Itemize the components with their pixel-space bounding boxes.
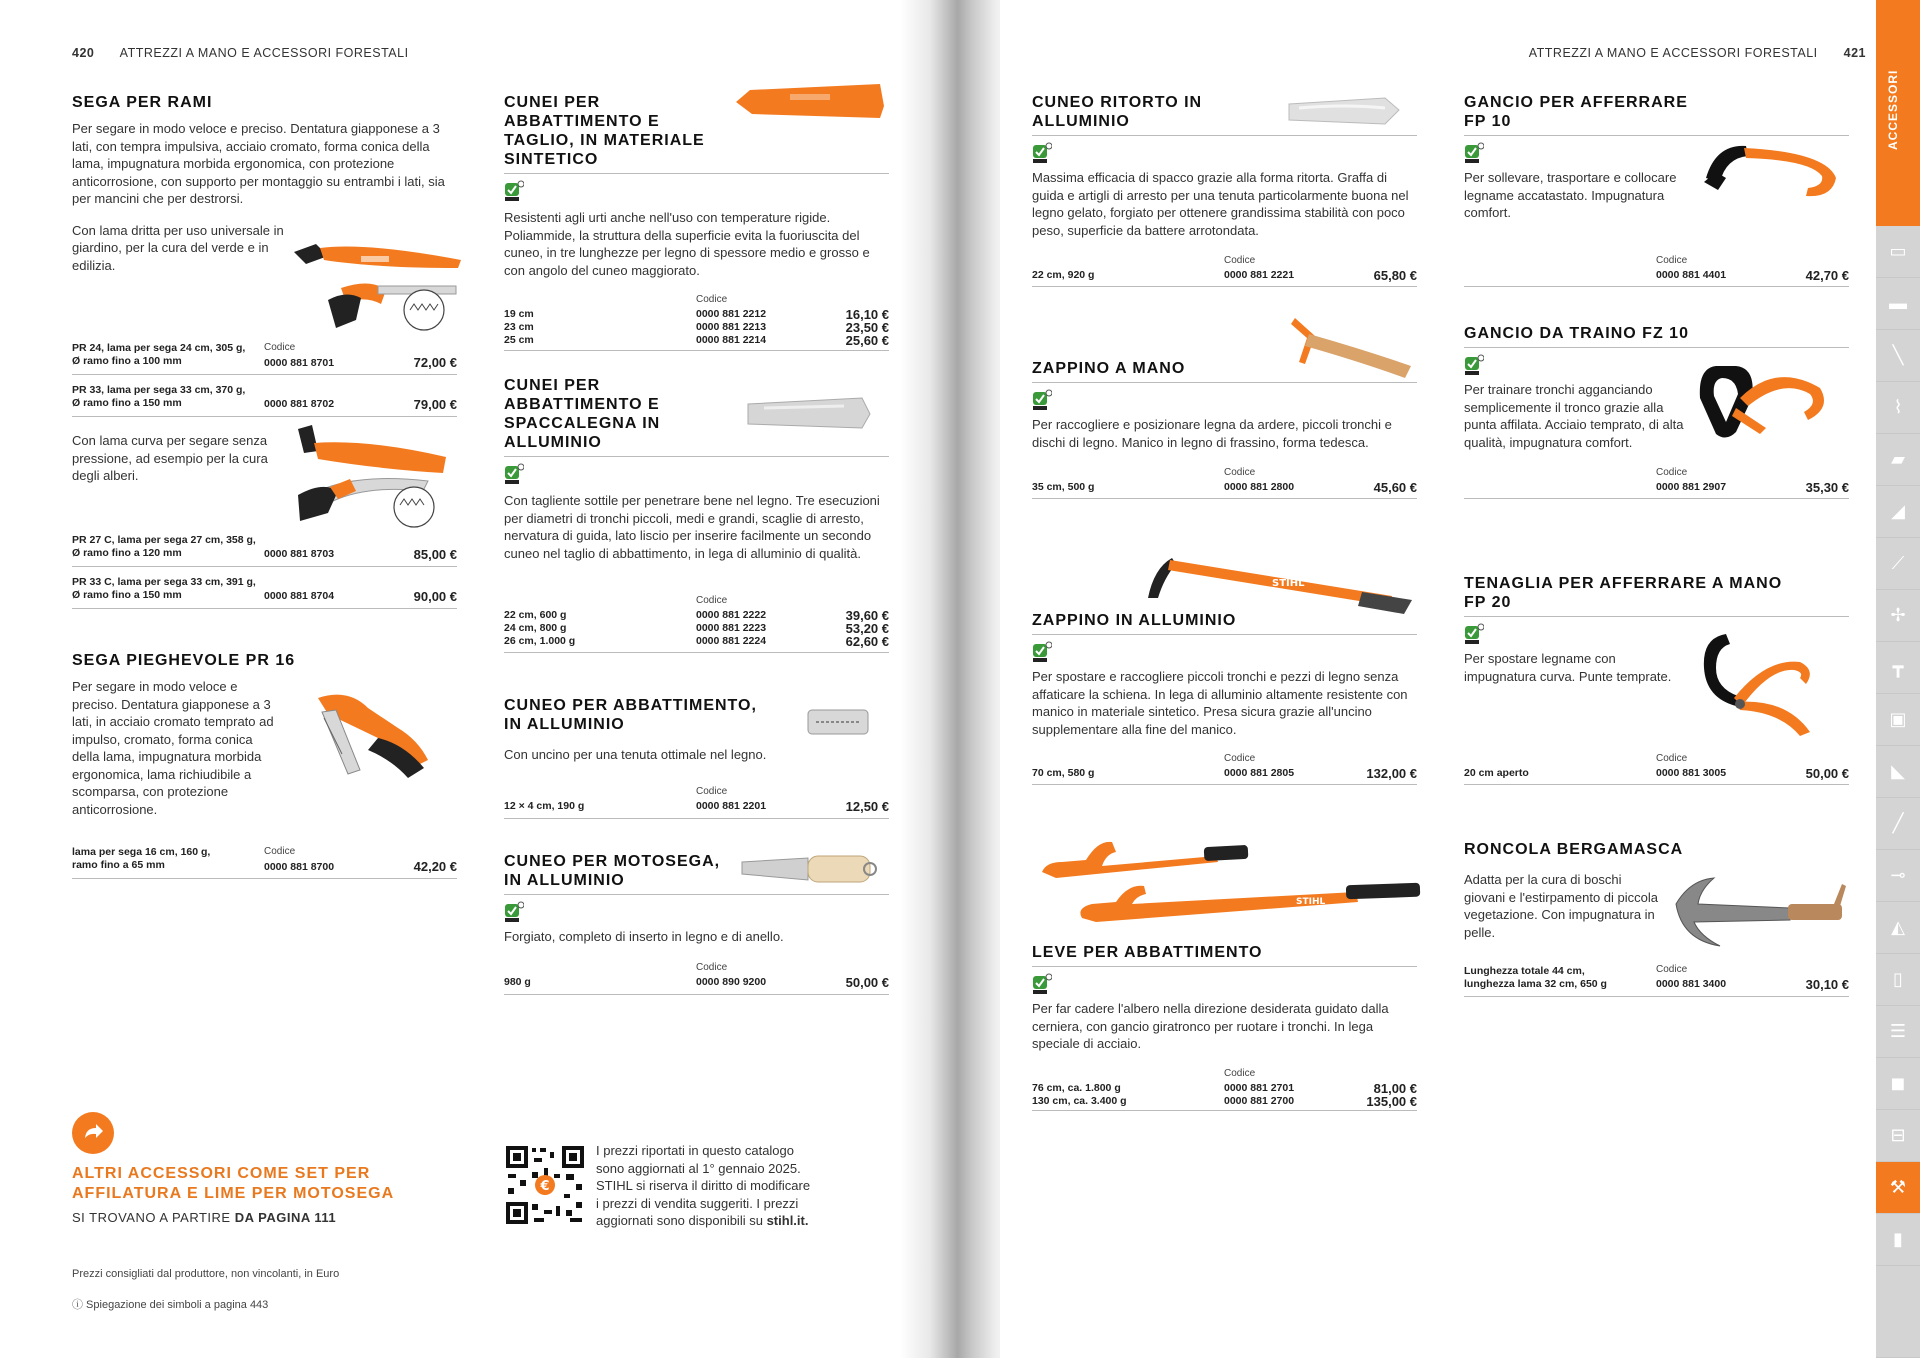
price-rows-cunei-alluminio <box>504 595 889 647</box>
tab-clothing-icon[interactable]: ◼ <box>1876 1058 1920 1110</box>
product-price: 132,00 € <box>1366 766 1417 781</box>
saw-straight-image <box>286 238 466 334</box>
tab-robot-mower-icon[interactable]: ◭ <box>1876 902 1920 954</box>
divider <box>1464 616 1849 617</box>
product-title-line: TENAGLIA PER AFFERRARE A MANO <box>1464 575 1783 592</box>
certification-icon <box>1464 142 1484 164</box>
divider <box>504 173 889 174</box>
tab-vacuum-icon[interactable]: ◣ <box>1876 746 1920 798</box>
footer-note-prices: Prezzi consigliati dal produttore, non vincolanti, in Euro <box>72 1268 340 1280</box>
disclaimer-line: STIHL si riserva il diritto di modificare <box>596 1178 811 1193</box>
price-row-pr33 <box>72 384 457 414</box>
divider <box>1032 784 1417 785</box>
divider <box>72 878 457 879</box>
qr-code[interactable] <box>504 1144 586 1226</box>
product-title-line: CUNEO RITORTO IN <box>1032 94 1203 111</box>
disclaimer-line: sono aggiornati al 1° gennaio 2025. <box>596 1160 801 1176</box>
product-title-line: SPACCALEGNA IN <box>504 415 661 432</box>
tab-pole-pruner-icon[interactable]: ╲ <box>1876 330 1920 382</box>
divider <box>1032 498 1417 499</box>
spec-line: 26 cm, 1.000 g <box>504 635 576 647</box>
code-label: Codice <box>696 595 728 606</box>
product-description: Per sollevare, trasportare e collocare legname accatastato. Impugnatura comfort. <box>1464 170 1677 220</box>
tab-empty <box>1876 1266 1920 1358</box>
product-price: 81,00 € <box>1373 1081 1417 1096</box>
tab-pressure-washer-icon[interactable]: ▣ <box>1876 694 1920 746</box>
lifting-hook-image <box>1696 138 1846 208</box>
product-price: 72,00 € <box>413 355 457 370</box>
code-label: Codice <box>696 786 728 797</box>
product-title: SEGA PIEGHEVOLE PR 16 <box>72 652 296 669</box>
certification-icon <box>504 463 524 485</box>
product-title-line: CUNEO PER MOTOSEGA, <box>504 853 721 870</box>
divider <box>1464 347 1849 348</box>
product-code: 0000 881 8700 <box>264 861 335 873</box>
code-label: Codice <box>264 342 296 353</box>
product-price: 79,00 € <box>413 397 457 412</box>
product-price: 39,60 € <box>845 608 889 623</box>
product-price: 65,80 € <box>1373 268 1417 283</box>
product-price: 12,50 € <box>845 799 889 814</box>
tab-brushcutter-icon[interactable]: ⟋ <box>1876 538 1920 590</box>
aluminium-wedge-image <box>744 394 874 434</box>
divider <box>1032 382 1417 383</box>
product-description: Con tagliente sottile per penetrare bene nel legno. Tre esecuzioni per diametri di tronchi piccoli, medi e grandi, scaglie di arresto, nervatura di guida, lato liscio per inserire facilmente un secondo cuneo nel taglio di abbattimento, in lega di alluminio di qualità. <box>504 493 880 561</box>
spec-line: 22 cm, 920 g <box>1032 269 1095 281</box>
product-price: 85,00 € <box>413 547 457 562</box>
spec-line: 980 g <box>504 976 531 988</box>
price-row-pr27c <box>72 534 457 564</box>
product-title: ZAPPINO IN ALLUMINIO <box>1032 612 1237 629</box>
code-label: Codice <box>1224 255 1256 266</box>
divider <box>504 350 889 351</box>
divider <box>1464 286 1849 287</box>
product-price: 50,00 € <box>845 975 889 990</box>
spec-line: 20 cm aperto <box>1464 767 1529 779</box>
product-description: Adatta per la cura di boschi giovani e l'estirpamento di piccola vegetazione. Con impugnatura in pelle. <box>1464 872 1658 940</box>
product-description: Resistenti agli urti anche nell'uso con temperature rigide. Poliammide, la struttura della superficie evita la fuoriuscita del cuneo, in tre lunghezze per legno di spessore medio e grosso e con angolo del cuneo maggiorato. <box>504 210 870 278</box>
saw-curved-image <box>278 425 458 533</box>
product-description-curved: Con lama curva per segare senza pressione, ad esempio per la cura degli alberi. <box>72 433 268 483</box>
certification-icon <box>504 901 524 923</box>
tab-accessori-label: ACCESSORI <box>1886 69 1900 150</box>
right-page <box>1000 0 1920 1358</box>
product-code: 0000 881 2214 <box>696 334 767 346</box>
product-title-line: CUNEO PER ABBATTIMENTO, <box>504 697 757 714</box>
spec-line: lunghezza lama 32 cm, 650 g <box>1464 978 1607 990</box>
promo-subtitle: SI TROVANO A PARTIRE <box>72 1210 231 1225</box>
price-row-gancio-fz10 <box>1464 467 1849 497</box>
product-price: 42,70 € <box>1805 268 1849 283</box>
product-code: 0000 881 2701 <box>1224 1082 1295 1094</box>
divider <box>1032 286 1417 287</box>
folding-saw-image <box>308 688 438 784</box>
product-title: LEVE PER ABBATTIMENTO <box>1032 944 1263 961</box>
product-code: 0000 881 2805 <box>1224 767 1295 779</box>
product-price: 135,00 € <box>1366 1094 1417 1109</box>
spec-line: Ø ramo fino a 150 mm <box>72 397 182 409</box>
svg-text:STIHL: STIHL <box>1296 897 1326 907</box>
svg-text:STIHL: STIHL <box>1272 578 1305 589</box>
product-title-line: TAGLIO, IN MATERIALE <box>504 132 705 149</box>
product-code: 0000 881 2224 <box>696 635 767 647</box>
price-rows-cunei-sintetico <box>504 294 889 346</box>
chainsaw-wedge-image <box>738 852 878 886</box>
divider <box>1464 135 1849 136</box>
tab-toolbox-icon[interactable]: ⊟ <box>1876 1110 1920 1162</box>
felling-levers-image <box>1036 832 1426 926</box>
section-title-right: ATTREZZI A MANO E ACCESSORI FORESTALI <box>1528 46 1818 60</box>
product-title: RONCOLA BERGAMASCA <box>1464 841 1684 858</box>
tab-blower-icon[interactable]: ✢ <box>1876 590 1920 642</box>
spec-line: 24 cm, 800 g <box>504 622 567 634</box>
price-row-pr24 <box>72 342 457 372</box>
stihl-link[interactable]: stihl.it. <box>766 1213 809 1228</box>
spec-line: lama per sega 16 cm, 160 g, <box>72 846 211 858</box>
price-row-gancio-fp10 <box>1464 255 1849 285</box>
product-code: 0000 881 2700 <box>1224 1095 1295 1107</box>
product-code: 0000 881 2213 <box>696 321 767 333</box>
divider <box>72 374 457 375</box>
divider <box>1464 996 1849 997</box>
product-code: 0000 881 3005 <box>1656 767 1727 779</box>
tab-phone-icon[interactable]: ▯ <box>1876 954 1920 1006</box>
product-title-line: IN ALLUMINIO <box>504 872 625 889</box>
divider <box>1032 966 1417 967</box>
product-price: 30,10 € <box>1805 977 1849 992</box>
divider <box>72 416 457 417</box>
certification-icon <box>1464 623 1484 645</box>
timber-tongs-image <box>1696 628 1826 738</box>
code-label: Codice <box>696 962 728 973</box>
certification-icon <box>1032 973 1052 995</box>
code-label: Codice <box>1656 964 1688 975</box>
price-row-cuneo-abbattimento <box>504 786 889 816</box>
promo-title-line: ALTRI ACCESSORI COME SET PER <box>72 1165 371 1182</box>
product-description: Per trainare tronchi agganciando semplicemente il tronco grazie alla punta affilata. Acciaio temprato, di alta qualità, impugnatura comfort. <box>1464 382 1684 450</box>
arrow-forward-icon[interactable] <box>72 1112 114 1154</box>
certification-icon <box>1032 389 1052 411</box>
billhook-image <box>1670 874 1850 950</box>
aluminium-pickaroon-image <box>1142 548 1418 618</box>
product-price: 50,00 € <box>1805 766 1849 781</box>
product-code: 0000 881 8701 <box>264 357 335 369</box>
page-number-right: 421 <box>1843 46 1866 60</box>
product-description: Forgiato, completo di inserto in legno e di anello. <box>504 929 784 944</box>
spec-line: Ø ramo fino a 120 mm <box>72 547 182 559</box>
product-description-straight: Con lama dritta per uso universale in giardino, per la cura del verde e in edilizia. <box>72 222 284 273</box>
left-page-header <box>72 46 409 60</box>
divider <box>504 994 889 995</box>
product-title-line: FP 10 <box>1464 113 1512 130</box>
code-label: Codice <box>1224 1068 1256 1079</box>
tab-chainsaw-icon[interactable]: ▬ <box>1876 278 1920 330</box>
section-title-left: ATTREZZI A MANO E ACCESSORI FORESTALI <box>119 46 409 60</box>
disclaimer-line: aggiornati sono disponibili su <box>596 1213 763 1228</box>
certification-icon <box>504 180 524 202</box>
product-code: 0000 881 8702 <box>264 398 335 410</box>
spec-line: ramo fino a 65 mm <box>72 859 165 871</box>
footer-note-symbols: ⓘ Spiegazione dei simboli a pagina 443 <box>72 1299 269 1311</box>
spec-line: PR 27 C, lama per sega 27 cm, 358 g, <box>72 534 256 546</box>
divider <box>504 818 889 819</box>
product-title: SEGA PER RAMI <box>72 94 213 111</box>
price-row-pr33c <box>72 576 457 606</box>
spec-line: PR 33 C, lama per sega 33 cm, 391 g, <box>72 576 256 588</box>
tab-battery-icon[interactable]: ▭ <box>1876 226 1920 278</box>
code-label: Codice <box>1656 255 1688 266</box>
product-title-line: CUNEI PER <box>504 94 601 111</box>
product-title-line: IN ALLUMINIO <box>504 716 625 733</box>
product-description: Per segare in modo veloce e preciso. Dentatura giapponese a 3 lati, in acciaio cromato temprato ad impulso, cromato, forma conica della lama, impugnatura morbida ergonomica, lama richiudibile a scomparsa, con protezione anticorrosione. <box>72 679 274 817</box>
divider <box>1032 1110 1417 1111</box>
tab-tiller-icon[interactable]: ⊸ <box>1876 850 1920 902</box>
certification-icon <box>1464 354 1484 376</box>
tab-hedge-trimmer-icon[interactable]: ◢ <box>1876 486 1920 538</box>
tab-trimmer-icon[interactable]: ⌇ <box>1876 382 1920 434</box>
spec-line: 19 cm <box>504 308 534 320</box>
promo-block[interactable] <box>72 1164 472 1225</box>
product-zappino-mano <box>1032 359 1417 451</box>
spec-line: 130 cm, ca. 3.400 g <box>1032 1095 1127 1107</box>
tab-accessori[interactable] <box>1876 0 1920 226</box>
spec-line: Ø ramo fino a 100 mm <box>72 355 182 367</box>
tab-mower-icon[interactable]: ▰ <box>1876 434 1920 486</box>
code-label: Codice <box>264 846 296 857</box>
product-code: 0000 881 8704 <box>264 590 335 602</box>
product-description: Massima efficacia di spacco grazie alla forma ritorta. Graffa di guida e artigli di arresto per una tenuta particolarmente buona nel legno gelato, forgiato per ottenere grandissima stabilità con poco peso, superficie da battere arrotondata. <box>1032 170 1409 238</box>
product-price: 25,60 € <box>845 333 889 348</box>
product-description: Per segare in modo veloce e preciso. Dentatura giapponese a 3 lati, con tempra impulsiva, acciaio cromato, forma conica della lama, impugnatura morbida ergonomica, con protezione anticorrosione, con supporto per montaggio su entrambi i lati, sia per mancini che per destrorsi. <box>72 121 445 206</box>
product-description: Con uncino per una tenuta ottimale nel legno. <box>504 747 767 762</box>
divider <box>1032 634 1417 635</box>
product-title-line: ALLUMINIO <box>504 434 602 451</box>
divider <box>504 894 889 895</box>
product-price: 42,20 € <box>413 859 457 874</box>
code-label: Codice <box>1656 467 1688 478</box>
spec-line: 25 cm <box>504 334 534 346</box>
right-page-header <box>1000 46 1866 60</box>
code-label: Codice <box>696 294 728 305</box>
product-code: 0000 881 2201 <box>696 800 767 812</box>
product-code: 0000 881 2800 <box>1224 481 1295 493</box>
code-label: Codice <box>1224 753 1256 764</box>
category-side-tabs <box>1876 0 1920 1358</box>
product-leve-abbattimento <box>1032 943 1417 1053</box>
product-title: ZAPPINO A MANO <box>1032 360 1186 377</box>
product-code: 0000 881 3400 <box>1656 978 1727 990</box>
price-disclaimer <box>596 1142 896 1230</box>
tab-oil-bottle-icon[interactable]: ▮ <box>1876 1214 1920 1266</box>
plastic-wedge-image <box>730 78 890 128</box>
product-description: Per spostare legname con impugnatura curva. Punte temprate. <box>1464 651 1672 684</box>
product-code: 0000 881 2221 <box>1224 269 1295 281</box>
twisted-wedge-image <box>1285 94 1405 130</box>
product-title-line: ABBATTIMENTO E <box>504 396 660 413</box>
product-description: Per raccogliere e posizionare legna da ardere, piccoli tronchi e dischi di legno. Manico in legno di frassino, forma tedesca. <box>1032 417 1392 450</box>
spec-line: 12 × 4 cm, 190 g <box>504 800 585 812</box>
spec-line: 22 cm, 600 g <box>504 609 567 621</box>
divider <box>72 608 457 609</box>
disclaimer-line: I prezzi riportati in questo catalogo <box>596 1143 794 1158</box>
code-label: Codice <box>1224 467 1256 478</box>
price-row-cuneo-motosega <box>504 962 889 992</box>
divider <box>504 652 889 653</box>
price-rows-leve <box>1032 1068 1417 1108</box>
product-price: 23,50 € <box>845 320 889 335</box>
product-code: 0000 881 8703 <box>264 548 335 560</box>
price-row-roncola <box>1464 964 1849 994</box>
price-row-zappino-alluminio <box>1032 753 1417 783</box>
product-description: Per spostare e raccogliere piccoli tronchi e pezzi di legno senza affaticare la schiena. In lega di alluminio altamente resistente con manico in materiale sintetico. Presa sicura grazie all'uncino supplementare alla fine del manico. <box>1032 669 1408 737</box>
tab-drill-icon[interactable]: ┳ <box>1876 642 1920 694</box>
certification-icon <box>1032 641 1052 663</box>
svg-text:€: € <box>540 1179 550 1194</box>
product-code: 0000 890 9200 <box>696 976 767 988</box>
product-price: 45,60 € <box>1373 480 1417 495</box>
promo-page-ref: DA PAGINA 111 <box>234 1210 337 1225</box>
price-row-zappino-mano <box>1032 467 1417 497</box>
product-price: 62,60 € <box>845 634 889 649</box>
spec-line: 76 cm, ca. 1.800 g <box>1032 1082 1121 1094</box>
towing-hook-image <box>1696 358 1836 448</box>
divider <box>1464 784 1849 785</box>
spec-line: Lunghezza totale 44 cm, <box>1464 965 1585 977</box>
divider <box>1032 135 1417 136</box>
spec-line: PR 24, lama per sega 24 cm, 305 g, <box>72 342 246 354</box>
tab-hand-tools-icon[interactable]: ⚒ <box>1876 1162 1920 1214</box>
divider <box>72 566 457 567</box>
product-price: 16,10 € <box>845 307 889 322</box>
product-title-line: SINTETICO <box>504 151 599 168</box>
product-title-line: FP 20 <box>1464 594 1512 611</box>
left-page <box>0 0 920 1358</box>
product-title-line: ABBATTIMENTO E <box>504 113 660 130</box>
product-code: 0000 881 2907 <box>1656 481 1727 493</box>
product-price: 53,20 € <box>845 621 889 636</box>
divider <box>1464 498 1849 499</box>
price-row-tenaglia <box>1464 753 1849 783</box>
product-title: GANCIO DA TRAINO FZ 10 <box>1464 325 1689 342</box>
product-code: 0000 881 2223 <box>696 622 767 634</box>
tab-sprayer-icon[interactable]: ╱ <box>1876 798 1920 850</box>
page-number-left: 420 <box>72 46 95 60</box>
product-code: 0000 881 2212 <box>696 308 767 320</box>
price-row-pr16 <box>72 846 457 876</box>
certification-icon <box>1032 142 1052 164</box>
spec-line: 35 cm, 500 g <box>1032 481 1095 493</box>
product-code: 0000 881 2222 <box>696 609 767 621</box>
small-wedge-image <box>804 706 874 740</box>
product-price: 35,30 € <box>1805 480 1849 495</box>
spec-line: Ø ramo fino a 150 mm <box>72 589 182 601</box>
product-price: 90,00 € <box>413 589 457 604</box>
spec-line: 23 cm <box>504 321 534 333</box>
product-zappino-alluminio <box>1032 611 1417 738</box>
divider <box>504 456 889 457</box>
price-row-cuneo-ritorto <box>1032 255 1417 285</box>
disclaimer-line: i prezzi di vendita suggeriti. I prezzi <box>596 1195 799 1211</box>
product-title-line: CUNEI PER <box>504 377 601 394</box>
spec-line: PR 33, lama per sega 33 cm, 370 g, <box>72 384 246 396</box>
product-title-line: ALLUMINIO <box>1032 113 1130 130</box>
spec-line: 70 cm, 580 g <box>1032 767 1095 779</box>
product-description: Per far cadere l'albero nella direzione desiderata guidato dalla cerniera, con gancio giratronco per ruotare i tronchi. In lega speciale di acciaio. <box>1032 1001 1389 1051</box>
tab-document-icon[interactable]: ☰ <box>1876 1006 1920 1058</box>
product-code: 0000 881 4401 <box>1656 269 1727 281</box>
promo-title-line: AFFILATURA E LIME PER MOTOSEGA <box>72 1185 395 1202</box>
product-title-line: GANCIO PER AFFERRARE <box>1464 94 1688 111</box>
code-label: Codice <box>1656 753 1688 764</box>
